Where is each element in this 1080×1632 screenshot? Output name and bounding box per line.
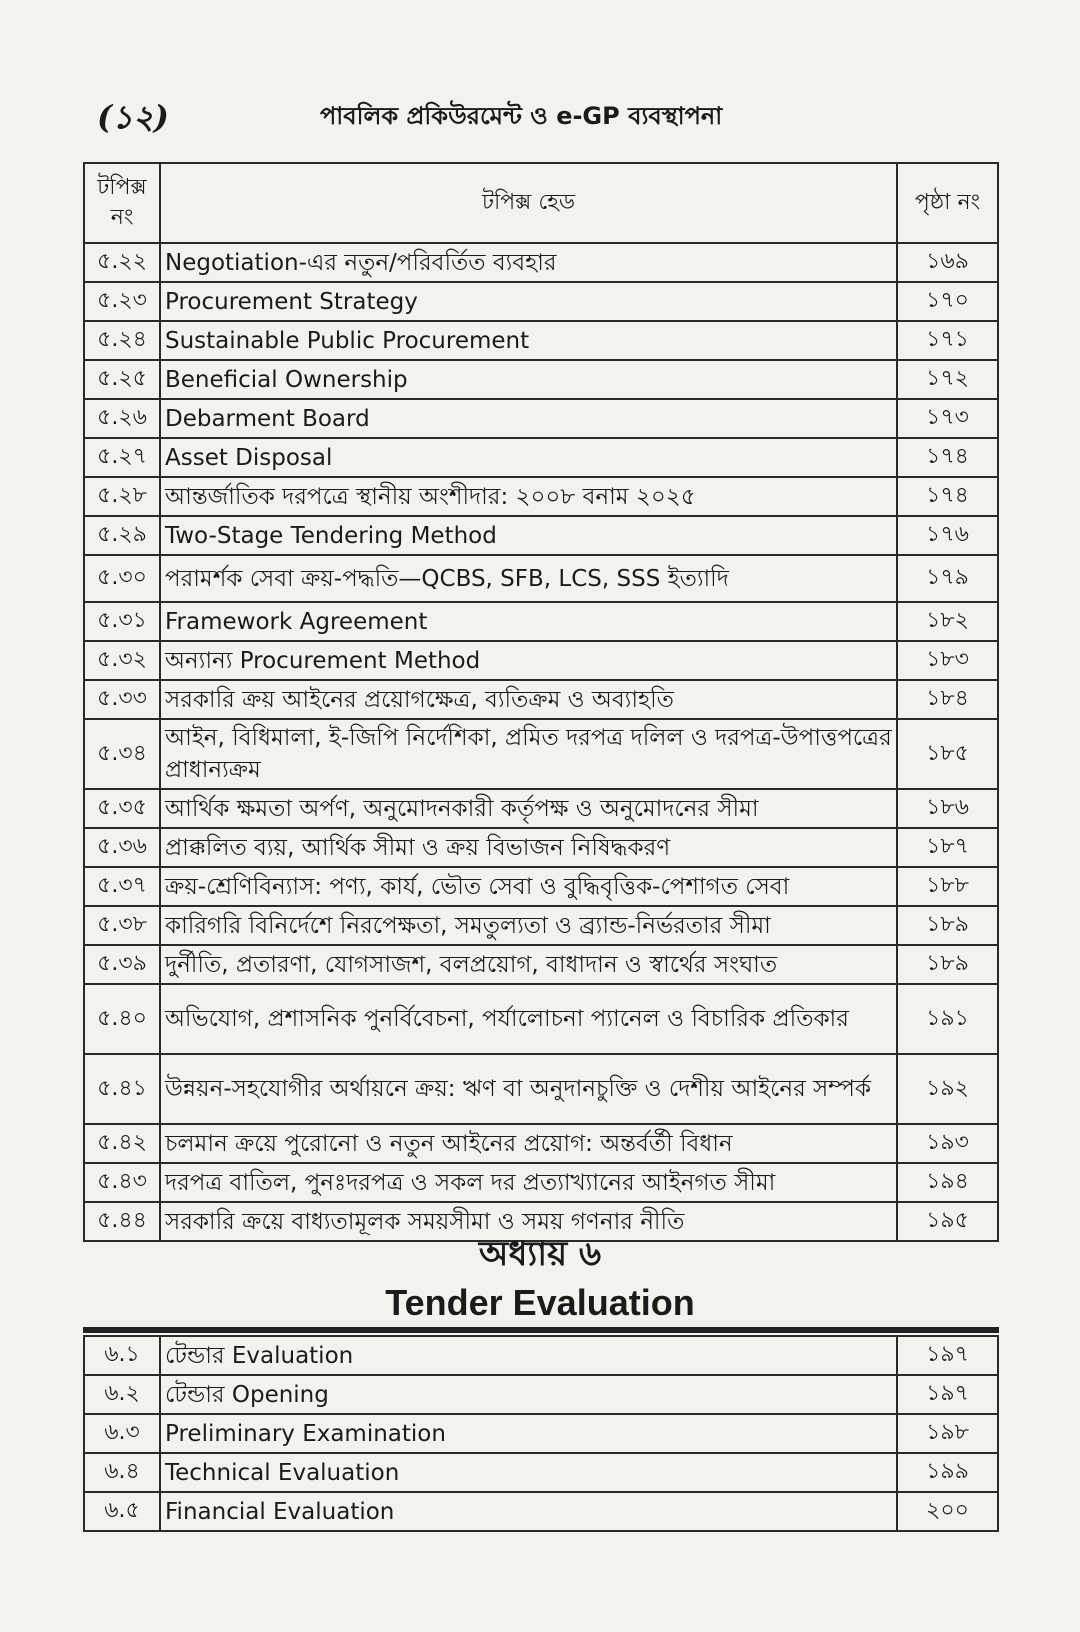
toc-row bbox=[84, 680, 998, 719]
topic-title: অন্যান্য Procurement Method bbox=[160, 641, 897, 680]
topic-page: ১৯৭ bbox=[897, 1336, 998, 1375]
topic-number: ৫.৩৫ bbox=[84, 789, 160, 828]
toc-table-chapter-5 bbox=[83, 162, 999, 1242]
topic-number: ৫.২৬ bbox=[84, 399, 160, 438]
topic-number: ৫.৪৪ bbox=[84, 1202, 160, 1241]
topic-title: সরকারি ক্রয় আইনের প্রয়োগক্ষেত্র, ব্যতিক্রম ও অব্যাহতি bbox=[160, 680, 897, 719]
toc-row bbox=[84, 555, 998, 602]
topic-number: ৫.২৯ bbox=[84, 516, 160, 555]
toc-row bbox=[84, 1453, 998, 1492]
topic-title: সরকারি ক্রয়ে বাধ্যতামূলক সময়সীমা ও সময় গণনার নীতি bbox=[160, 1202, 897, 1241]
toc-row bbox=[84, 867, 998, 906]
topic-page: ২০০ bbox=[897, 1492, 998, 1531]
topic-number: ৬.১ bbox=[84, 1336, 160, 1375]
topic-page: ১৮৩ bbox=[897, 641, 998, 680]
topic-title: আন্তর্জাতিক দরপত্রে স্থানীয় অংশীদার: ২০০৮ বনাম ২০২৫ bbox=[160, 477, 897, 516]
toc-row bbox=[84, 1054, 998, 1124]
topic-title: Framework Agreement bbox=[160, 602, 897, 641]
toc-row bbox=[84, 321, 998, 360]
topic-title: দরপত্র বাতিল, পুনঃদরপত্র ও সকল দর প্রত্যাখ্যানের আইনগত সীমা bbox=[160, 1163, 897, 1202]
topic-page: ১৯৭ bbox=[897, 1375, 998, 1414]
chapter-heading: অধ্যায় ৬ bbox=[478, 1234, 602, 1274]
topic-page: ১৮৯ bbox=[897, 906, 998, 945]
topic-page: ১৯৯ bbox=[897, 1453, 998, 1492]
topic-number: ৫.৪১ bbox=[84, 1054, 160, 1124]
topic-page: ১৯২ bbox=[897, 1054, 998, 1124]
page-number: (১২) bbox=[97, 98, 169, 136]
topic-number: ৫.৩৭ bbox=[84, 867, 160, 906]
topic-number: ৫.২২ bbox=[84, 243, 160, 282]
topic-title: Financial Evaluation bbox=[160, 1492, 897, 1531]
toc-row bbox=[84, 1492, 998, 1531]
topic-page: ১৯১ bbox=[897, 984, 998, 1054]
toc-row bbox=[84, 1375, 998, 1414]
topic-title: Debarment Board bbox=[160, 399, 897, 438]
toc-row bbox=[84, 602, 998, 641]
topic-number: ৫.২৭ bbox=[84, 438, 160, 477]
topic-title: চলমান ক্রয়ে পুরোনো ও নতুন আইনের প্রয়োগ: অন্তর্বর্তী বিধান bbox=[160, 1124, 897, 1163]
topic-title: আর্থিক ক্ষমতা অর্পণ, অনুমোদনকারী কর্তৃপক্ষ ও অনুমোদনের সীমা bbox=[160, 789, 897, 828]
topic-title: Procurement Strategy bbox=[160, 282, 897, 321]
topic-number: ৫.৪২ bbox=[84, 1124, 160, 1163]
topic-page: ১৮৭ bbox=[897, 828, 998, 867]
topic-number: ৫.৩২ bbox=[84, 641, 160, 680]
page-no-header: পৃষ্ঠা নং bbox=[897, 163, 998, 243]
toc-row bbox=[84, 789, 998, 828]
topic-page: ১৭৩ bbox=[897, 399, 998, 438]
topic-page: ১৮৯ bbox=[897, 945, 998, 984]
page-header bbox=[0, 90, 1080, 140]
topic-page: ১৯৪ bbox=[897, 1163, 998, 1202]
topic-page: ১৭২ bbox=[897, 360, 998, 399]
topic-title: পরামর্শক সেবা ক্রয়-পদ্ধতি—QCBS, SFB, LCS, SSS ইত্যাদি bbox=[160, 555, 897, 602]
topic-title: Sustainable Public Procurement bbox=[160, 321, 897, 360]
topic-number: ৫.২৩ bbox=[84, 282, 160, 321]
topic-number: ৫.২৮ bbox=[84, 477, 160, 516]
toc-row bbox=[84, 1414, 998, 1453]
topic-title: অভিযোগ, প্রশাসনিক পুনর্বিবেচনা, পর্যালোচনা প্যানেল ও বিচারিক প্রতিকার bbox=[160, 984, 897, 1054]
chapter-divider bbox=[83, 1327, 999, 1333]
toc-row bbox=[84, 641, 998, 680]
toc-row bbox=[84, 906, 998, 945]
topic-title: Negotiation-এর নতুন/পরিবর্তিত ব্যবহার bbox=[160, 243, 897, 282]
topic-number: ৫.৩৯ bbox=[84, 945, 160, 984]
topic-number: ৫.২৫ bbox=[84, 360, 160, 399]
topic-number: ৫.৩১ bbox=[84, 602, 160, 641]
topic-number: ৬.৪ bbox=[84, 1453, 160, 1492]
topic-number: ৫.৩০ bbox=[84, 555, 160, 602]
topic-title: Preliminary Examination bbox=[160, 1414, 897, 1453]
topic-title: দুর্নীতি, প্রতারণা, যোগসাজশ, বলপ্রয়োগ, বাধাদান ও স্বার্থের সংঘাত bbox=[160, 945, 897, 984]
toc-row bbox=[84, 1336, 998, 1375]
topic-page: ১৮২ bbox=[897, 602, 998, 641]
topic-page: ১৮৮ bbox=[897, 867, 998, 906]
topic-no-header: টপিক্স নং bbox=[84, 163, 160, 243]
toc-row bbox=[84, 282, 998, 321]
topic-number: ৬.২ bbox=[84, 1375, 160, 1414]
topic-title: টেন্ডার Opening bbox=[160, 1375, 897, 1414]
toc-row bbox=[84, 399, 998, 438]
topic-head-header: টপিক্স হেড bbox=[160, 163, 897, 243]
toc-row bbox=[84, 719, 998, 789]
toc-table-chapter-6 bbox=[83, 1335, 999, 1532]
toc-row bbox=[84, 477, 998, 516]
toc-row bbox=[84, 828, 998, 867]
topic-page: ১৮৬ bbox=[897, 789, 998, 828]
toc-row bbox=[84, 516, 998, 555]
topic-page: ১৮৪ bbox=[897, 680, 998, 719]
topic-title: আইন, বিধিমালা, ই-জিপি নির্দেশিকা, প্রমিত দরপত্র দলিল ও দরপত্র-উপাত্তপত্রের প্রাধান্যক্রম bbox=[160, 719, 897, 789]
topic-page: ১৭৬ bbox=[897, 516, 998, 555]
toc-row bbox=[84, 360, 998, 399]
topic-number: ৫.৩৪ bbox=[84, 719, 160, 789]
toc-row bbox=[84, 1124, 998, 1163]
topic-number: ৫.৩৮ bbox=[84, 906, 160, 945]
topic-title: কারিগরি বিনির্দেশে নিরপেক্ষতা, সমতুল্যতা ও ব্র্যান্ড-নির্ভরতার সীমা bbox=[160, 906, 897, 945]
topic-page: ১৮৫ bbox=[897, 719, 998, 789]
topic-page: ১৭৯ bbox=[897, 555, 998, 602]
topic-page: ১৭৪ bbox=[897, 477, 998, 516]
topic-title: উন্নয়ন-সহযোগীর অর্থায়নে ক্রয়: ঋণ বা অনুদানচুক্তি ও দেশীয় আইনের সম্পর্ক bbox=[160, 1054, 897, 1124]
topic-title: Two-Stage Tendering Method bbox=[160, 516, 897, 555]
toc-row bbox=[84, 438, 998, 477]
topic-page: ১৭৪ bbox=[897, 438, 998, 477]
toc-row bbox=[84, 243, 998, 282]
topic-number: ৬.৫ bbox=[84, 1492, 160, 1531]
topic-title: টেন্ডার Evaluation bbox=[160, 1336, 897, 1375]
topic-page: ১৯৩ bbox=[897, 1124, 998, 1163]
topic-title: প্রাক্কলিত ব্যয়, আর্থিক সীমা ও ক্রয় বিভাজন নিষিদ্ধকরণ bbox=[160, 828, 897, 867]
topic-title: Beneficial Ownership bbox=[160, 360, 897, 399]
topic-number: ৫.৪০ bbox=[84, 984, 160, 1054]
topic-number: ৫.২৪ bbox=[84, 321, 160, 360]
toc-row bbox=[84, 945, 998, 984]
toc-row bbox=[84, 1163, 998, 1202]
topic-page: ১৭০ bbox=[897, 282, 998, 321]
chapter-title: Tender Evaluation bbox=[385, 1282, 695, 1323]
topic-title: Asset Disposal bbox=[160, 438, 897, 477]
topic-title: ক্রয়-শ্রেণিবিন্যাস: পণ্য, কার্য, ভৌত সেবা ও বুদ্ধিবৃত্তিক-পেশাগত সেবা bbox=[160, 867, 897, 906]
topic-number: ৫.৪৩ bbox=[84, 1163, 160, 1202]
topic-page: ১৯৫ bbox=[897, 1202, 998, 1241]
topic-page: ১৭১ bbox=[897, 321, 998, 360]
running-title: পাবলিক প্রকিউরমেন্ট ও e-GP ব্যবস্থাপনা bbox=[320, 102, 723, 130]
toc-header-row bbox=[84, 163, 998, 243]
topic-page: ১৯৮ bbox=[897, 1414, 998, 1453]
toc-row bbox=[84, 984, 998, 1054]
topic-title: Technical Evaluation bbox=[160, 1453, 897, 1492]
topic-number: ৫.৩৬ bbox=[84, 828, 160, 867]
topic-number: ৬.৩ bbox=[84, 1414, 160, 1453]
topic-page: ১৬৯ bbox=[897, 243, 998, 282]
topic-number: ৫.৩৩ bbox=[84, 680, 160, 719]
